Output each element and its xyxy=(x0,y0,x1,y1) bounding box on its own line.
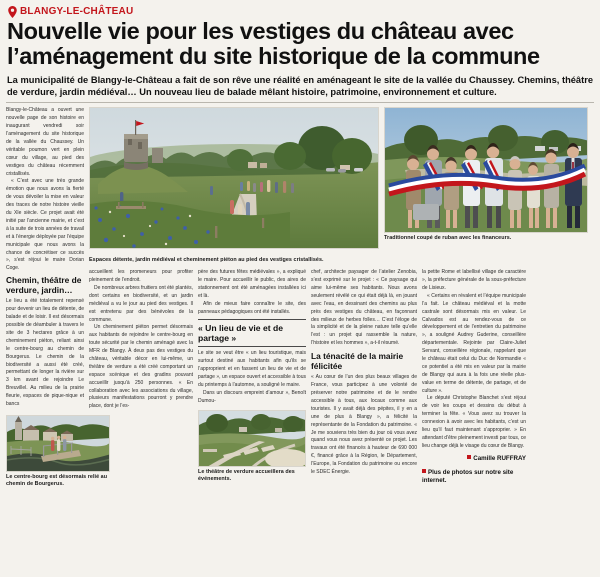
paragraph: Blangy-le-Château a ouvert une nouvelle page de son histoire en inaugurant vendredi soir l’aménagement du site historique de la vallée du Chaussey. Un véritable poumon vert en plein cœur du village, au pied des vestiges du château récemment cristallisés. xyxy=(6,107,84,177)
paragraph: Un cheminement piéton permet désormais aux habitants de rejoindre le centre-bourg en toute sécurité par le chemin aménagé avec la MFR de Blangy. À deux pas des vestiges du château, véritable décor en lui-même, un théâtre de verdure a été créé comportant un espace scénique et des gradins pouvant accueillir jusqu’à 250 personnes. « En collaboration avec les associations du village, plusieurs manifestations pourront y prendre place, dont je l’es- xyxy=(89,324,193,410)
subheading-1: Chemin, théâtre de verdure, jardin… xyxy=(6,275,82,295)
column-1-top xyxy=(6,107,84,272)
pull-quote-rule-bottom xyxy=(198,346,306,347)
subheading-2: La ténacité de la mairie félicitée xyxy=(311,351,404,371)
photo-ribbon-cutting-image xyxy=(385,108,588,233)
standfirst: La municipalité de Blangy-le-Château a fait de son rêve une réalité en aménageant le site de la vallée du Chaussey. Chemins, théâtre de verdure, jardin médiéval… Un nouveau lieu de balade mêlant histoire, patrimoine, environnement et culture. xyxy=(7,74,593,98)
photo-top-right-wrap xyxy=(384,107,588,253)
paragraph: « Au cœur de l’un des plus beaux villages de France, vous participez à une volonté de préserver notre patrimoine et de le rendre accessible à tous, aux locaux comme aux touristes. Il y avait déjà des pépites, il y en a une de plus à Blangy », a félicité la représentante de la Fondation du patrimoine. « Je me souviens très bien du jour où vous avez quand vous nous avez présenté ce projet. Les travaux ont été financés à hauteur de 690 000 €, financé grâce à la Région, le Département, l’Europe, la Fondation du patrimoine ou encore le SDEC Énergie. xyxy=(311,374,417,475)
photo-village-bridge xyxy=(6,415,110,472)
pull-quote xyxy=(198,319,306,348)
caption-photo-top-right: Traditionnel coupé de ruban avec les financeurs. xyxy=(384,235,512,242)
paragraph: « Certains en révalent et l’équipe municipale l’a fait. Le château médiéval et la motte castrale sont désormais mis en valeur. Le Calvados est au rendez-vous de ce développement et de l’entretien du patrimoine », a souligné Audrey Guderine, conseillère départementale. Rejointe par Claire-Juliet Servant, conseillère régionale, rappelant que le château était celui du Duc de Normandie « ce potentiel a été mis en valeur par la mairie de Blangy qui aura à la fois une réelle plus-value en terme de détente, de partage, et de culture ». xyxy=(422,292,526,394)
kicker-label: BLANGY-LE-CHÂTEAU xyxy=(20,5,134,17)
paragraph: « C’est avec une très grande émotion que nous avons la fierté de vous dévoiler la mise en valeur des traces de notre histoire vieille du XIe siècle. Ce projet avait été initié par l’ancienne mairie, et c’est à la suite de trois années de travail et à l’énergie déployée par l’équipe municipale que nous avons la chance de concrétiser ce succès », s’est réjoui le maire Dorian Coge. xyxy=(6,178,84,272)
byline xyxy=(422,455,526,462)
column-4 xyxy=(311,269,417,487)
column-3 xyxy=(198,269,306,487)
photo-village-bridge-image xyxy=(7,416,110,472)
location-kicker xyxy=(8,5,594,18)
byline-author: Camille RUFFRAY xyxy=(473,454,526,462)
photo-castle-vestiges xyxy=(89,107,379,249)
paragraph: père des futures fêtes médiévales », a expliqué le maire. Pour accueillir le public, des aires de stationnement ont été aménagées installées ici et là. xyxy=(198,269,306,299)
bullet-square-icon xyxy=(467,455,471,459)
caption-strip xyxy=(6,255,594,264)
column-5 xyxy=(422,269,526,487)
location-pin-icon xyxy=(8,6,17,18)
caption-photo-top-left: Espaces détente, jardin médiéval et cheminement piéton au pied des vestiges cristallisés. xyxy=(89,257,324,264)
paragraph: Dans un discours empreint d’amour », Benoît Dumou- xyxy=(198,389,306,404)
paragraph: la petite Rome et labellisé village de caractère », la préfecture générale de la sous-préfecture de Lisieux. xyxy=(422,269,526,291)
column-1 xyxy=(6,269,108,487)
paragraph: chef, architecte paysager de l’atelier Zenobia, s’est exprimé sur le projet : « Ce paysage qui aime lui-même ses habitants. Nous avons seulement révélé ce qui était déjà là, en jouant avec l’eau, en dessinant des chemins au plus près des vestiges du château, en façonnant des milieux de herbes folles… C’est l’éloge de la simplicité et de la pleine nature telle qu’elle l’est : un projet qui rassemble la nature, l’histoire et les hommes », a-t-il résumé. xyxy=(311,269,417,347)
page-title xyxy=(7,19,594,70)
caption-photo-bottom-right: Le théâtre de verdure accueillera des événements. xyxy=(198,469,295,483)
article-body xyxy=(6,269,594,487)
paragraph: Le lieu a été totalement repensé pour devenir un lieu de détente, de balade et de loisir. Il est désormais possible de déambuler à travers le site de 3 hectares grâce à un cheminement piéton, reliant ainsi le centre-bourg au chemin de Bourgerus. Le chemin de la biodiversité a aussi été créé, permettant de longer la rivière sur 3 km avant de rejoindre Le Breuvillel. Au milieu de la prairie fleurie, espaces de pique-nique et bancs xyxy=(6,298,84,407)
photo-top-left-wrap xyxy=(89,107,379,253)
headline-line-1: Nouvelle vie pour les vestiges du château avec xyxy=(7,18,514,44)
photo-ribbon-cutting xyxy=(384,107,588,233)
promo-text: Plus de photos sur notre site internet. xyxy=(422,468,514,484)
bullet-square-icon xyxy=(422,469,426,473)
paragraph: Le site se veut être « un lieu touristique, mais surtout destiné aux habitants afin qu’ils se l’approprient et en fassent un lieu de vie et de partage », un espace ouvert et accessible à tous du printemps à l’automne, a souligné le maire. xyxy=(198,350,306,388)
paragraph: De nombreux arbres fruitiers ont été plantés, dont certains en biodiversité, et un jardin médiéval a vu le jour au pied des vestiges. Il est entretenu par des bénévoles de la commune. xyxy=(89,285,193,323)
paragraph: Le député Christophe Blanchet s’est réjoui de voir les coups et dessins du début à terminer la fête. « Vous avez su trouver la connexion à avoir avec les habitants, c’est un lieu qu’il faut maintenant s’approprier. » En attendant d’être pleinement investi par tous, ce lieu change déjà le visage du cœur de Blangy. xyxy=(422,395,526,449)
headline-line-2: l’aménagement du site historique de la commune xyxy=(7,43,540,70)
rule-under-standfirst xyxy=(6,102,594,103)
photo-green-theatre-image xyxy=(199,411,306,467)
photo-castle-vestiges-image xyxy=(90,108,379,249)
caption-photo-bottom-left: Le centre-bourg est désormais relié au chemin de Bourgerus. xyxy=(6,473,108,487)
pull-quote-text: « Un lieu de vie et de partage » xyxy=(198,322,284,343)
photo-green-theatre xyxy=(198,410,306,467)
promo-note xyxy=(422,469,526,485)
paragraph: Afin de mieux faire connaître le site, des panneaux pédagogiques ont été installés. xyxy=(198,300,306,315)
photo-bottom-right-wrap xyxy=(198,410,306,483)
paragraph: accueillent les promeneurs pour profiter pleinement de l’endroit. xyxy=(89,269,193,284)
